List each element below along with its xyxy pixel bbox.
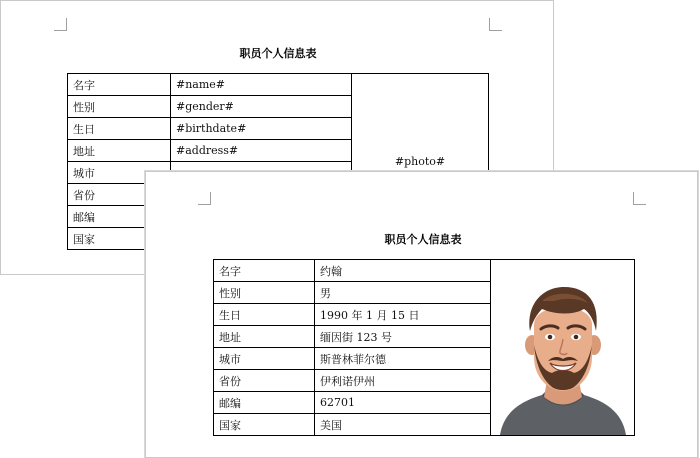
result-page <box>145 171 698 458</box>
value-cell[interactable]: 62701 <box>315 392 491 414</box>
photo-cell[interactable] <box>491 260 635 436</box>
value-cell[interactable]: 1990 年 1 月 15 日 <box>315 304 491 326</box>
result-title: 职员个人信息表 <box>384 233 462 246</box>
label-cell: 生日 <box>68 118 171 140</box>
label-cell: 地址 <box>214 326 315 348</box>
label-cell: 邮编 <box>68 206 171 228</box>
margin-corner-mark <box>489 18 502 31</box>
value-cell[interactable]: 缅因街 123 号 <box>315 326 491 348</box>
result-table <box>213 259 635 436</box>
value-cell[interactable]: #name# <box>171 74 352 96</box>
label-cell: 性别 <box>68 96 171 118</box>
value-cell[interactable]: 伊利诺伊州 <box>315 370 491 392</box>
person-avatar-icon <box>496 279 630 435</box>
label-cell: 性别 <box>214 282 315 304</box>
label-cell: 省份 <box>68 184 171 206</box>
value-cell[interactable]: 美国 <box>315 414 491 436</box>
margin-corner-mark <box>633 192 646 205</box>
value-cell[interactable]: 约翰 <box>315 260 491 282</box>
photo-placeholder-cell[interactable]: #photo# <box>352 74 489 250</box>
label-cell: 名字 <box>214 260 315 282</box>
value-cell[interactable]: #address# <box>171 140 352 162</box>
margin-corner-mark <box>198 192 211 205</box>
label-cell: 生日 <box>214 304 315 326</box>
avatar <box>491 260 634 435</box>
template-title: 职员个人信息表 <box>239 47 317 60</box>
label-cell: 名字 <box>68 74 171 96</box>
value-cell[interactable]: 男 <box>315 282 491 304</box>
table-row <box>214 260 635 282</box>
label-cell: 邮编 <box>214 392 315 414</box>
label-cell: 城市 <box>68 162 171 184</box>
label-cell: 省份 <box>214 370 315 392</box>
margin-corner-mark <box>54 18 67 31</box>
value-cell[interactable]: #birthdate# <box>171 118 352 140</box>
table-row <box>68 74 489 96</box>
label-cell: 国家 <box>68 228 171 250</box>
value-cell[interactable]: #gender# <box>171 96 352 118</box>
label-cell: 城市 <box>214 348 315 370</box>
value-cell[interactable]: 斯普林菲尔德 <box>315 348 491 370</box>
label-cell: 国家 <box>214 414 315 436</box>
label-cell: 地址 <box>68 140 171 162</box>
